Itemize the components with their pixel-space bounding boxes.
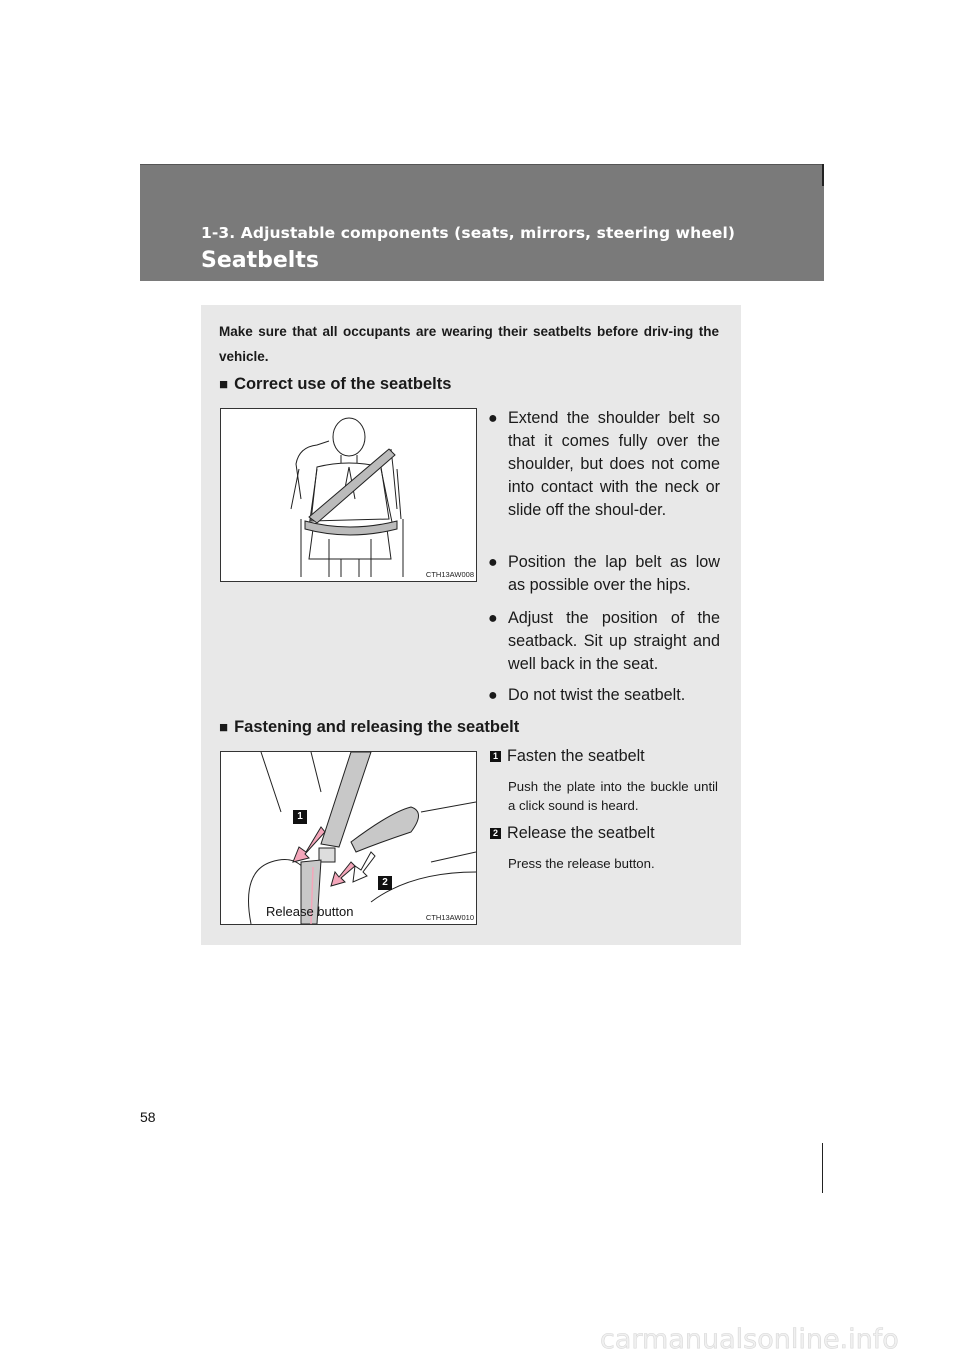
bullet-text: Extend the shoulder belt so that it comes fully over the shoulder, but does not come into contact with the neck or slide off the shoul-der.: [508, 409, 720, 519]
page-title: Seatbelts: [201, 248, 319, 273]
round-bullet-icon: ●: [488, 554, 498, 571]
step-heading: [490, 747, 645, 766]
watermark: [596, 1316, 960, 1358]
step-note: Press the release button.: [508, 856, 655, 871]
page-number: 58: [140, 1109, 156, 1125]
buckle-illustration: [221, 752, 476, 924]
bullet-text: Position the lap belt as low as possible over the hips.: [508, 553, 720, 594]
bullet-item: [488, 607, 720, 676]
figure-step-badge: 1: [293, 810, 307, 824]
square-bullet-icon: ■: [219, 719, 229, 736]
header-top-rule: [140, 164, 824, 165]
bullet-text: Do not twist the seatbelt.: [508, 686, 686, 704]
round-bullet-icon: ●: [488, 687, 498, 704]
round-bullet-icon: ●: [488, 410, 498, 427]
figure-code: CTH13AW008: [425, 570, 474, 579]
intro-text: Make sure that all occupants are wearing their seatbelts before driv-ing the vehicle.: [219, 324, 719, 364]
corner-mark-top: [822, 164, 824, 186]
figure-buckle: [220, 751, 477, 925]
subheading-correct-use-label: Correct use of the seatbelts: [234, 375, 452, 393]
step-title: Fasten the seatbelt: [507, 747, 645, 765]
subheading-fastening: [219, 718, 519, 737]
seated-occupant-illustration: [221, 409, 476, 581]
corner-mark-bottom: [822, 1143, 823, 1193]
bullet-item: [488, 551, 720, 597]
bullet-item: [488, 684, 720, 707]
bullet-text: Adjust the position of the seatback. Sit up straight and well back in the seat.: [508, 609, 720, 673]
subheading-fastening-label: Fastening and releasing the seatbelt: [234, 718, 520, 736]
svg-text:carmanualsonline.info: carmanualsonline.info: [600, 1324, 899, 1355]
figure-code: CTH13AW010: [425, 913, 474, 922]
bullet-item: [488, 407, 720, 522]
section-label: 1-3. Adjustable components (seats, mirrors, steering wheel): [201, 224, 736, 242]
subheading-correct-use: [219, 375, 451, 394]
square-bullet-icon: ■: [219, 376, 229, 393]
release-button-caption: Release button: [266, 904, 354, 919]
figure-seated-occupant: [220, 408, 477, 582]
step-number-badge: 1: [490, 751, 501, 762]
step-heading: [490, 824, 655, 843]
step-title: Release the seatbelt: [507, 824, 655, 842]
figure-step-badge: 2: [378, 876, 392, 890]
step-note: Push the plate into the buckle until a click sound is heard.: [508, 779, 718, 813]
round-bullet-icon: ●: [488, 610, 498, 627]
step-number-badge: 2: [490, 828, 501, 839]
